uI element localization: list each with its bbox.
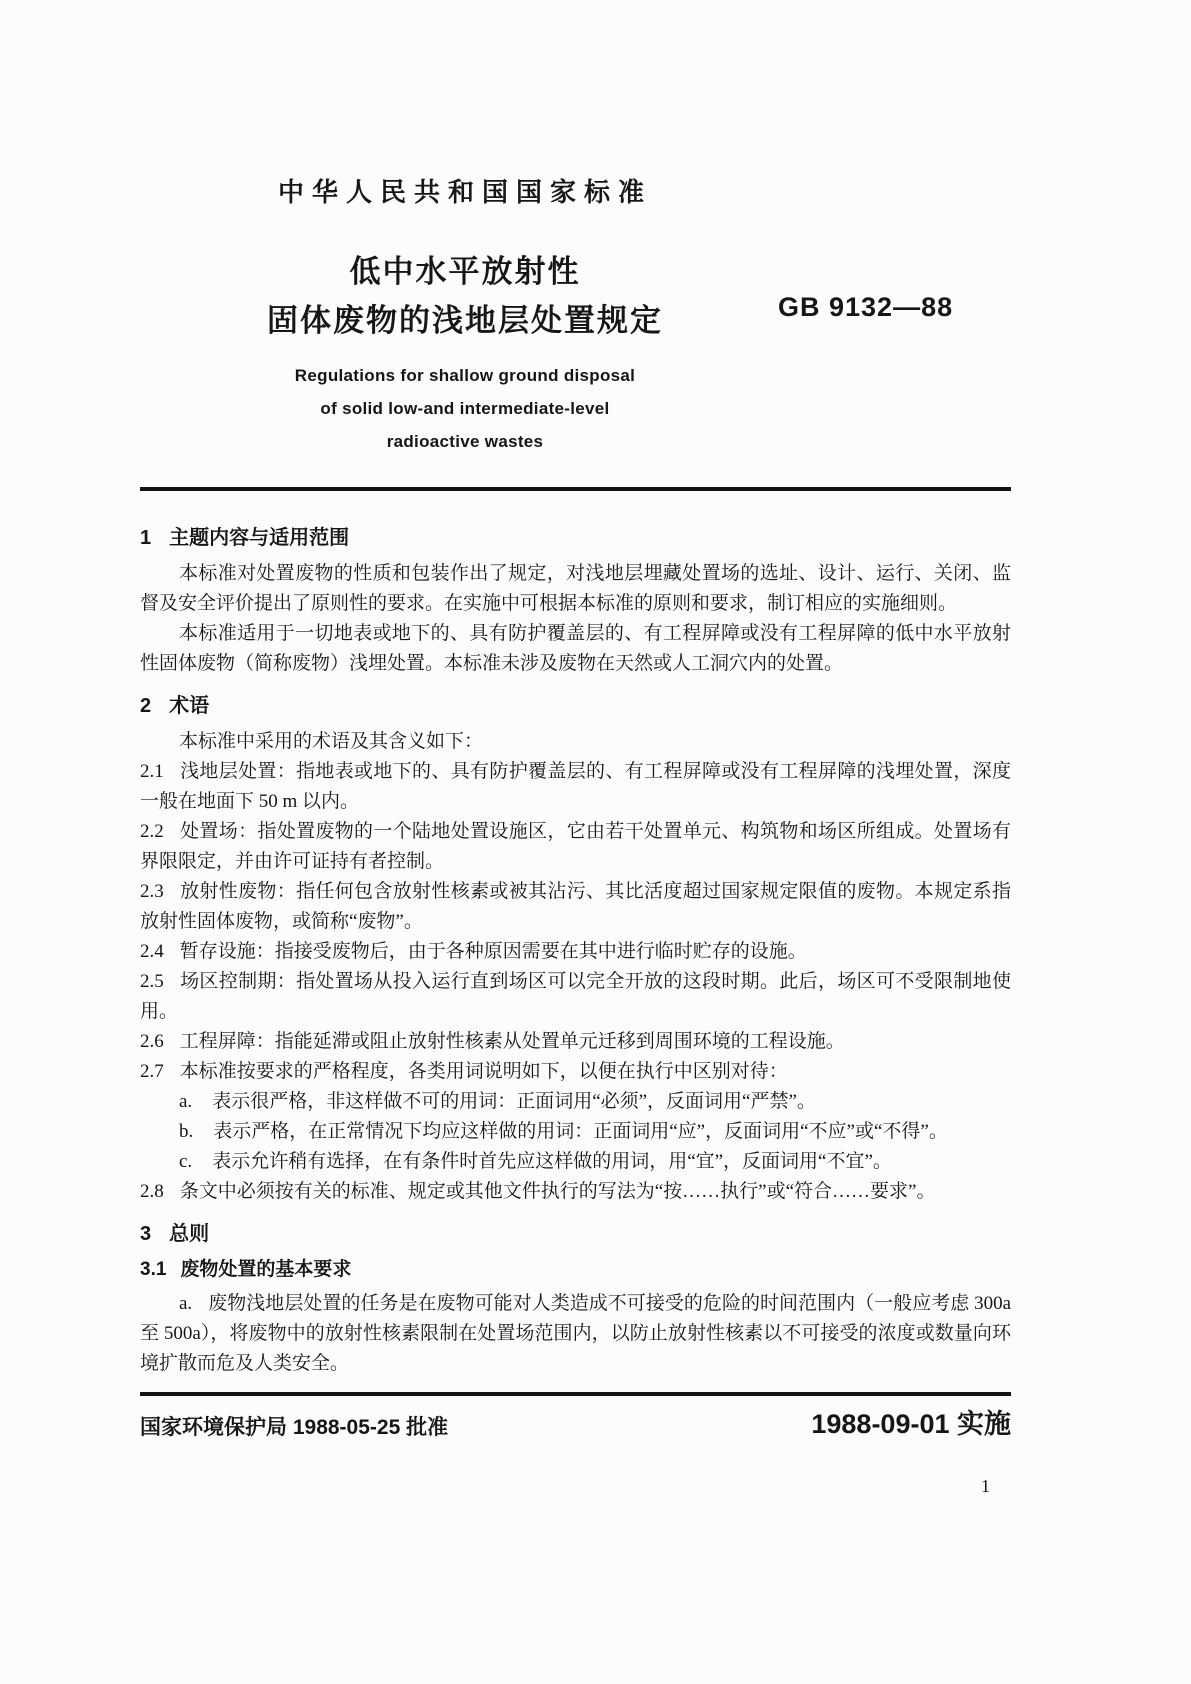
- standard-number: GB 9132—88: [778, 292, 954, 322]
- document-title-line2: 固体废物的浅地层处置规定: [267, 303, 663, 338]
- term-item-2-1: [140, 757, 1011, 817]
- section-3-heading: [140, 1219, 1011, 1249]
- national-standard-header: 中华人民共和国国家标准: [277, 177, 652, 207]
- term-text: 浅地层处置：指地表或地下的、具有防护覆盖层的、有工程屏障或没有工程屏障的浅埋处置，深度一般在地面下 50 m 以内。: [140, 761, 1011, 812]
- section-3-1-heading: [140, 1255, 1011, 1285]
- section-1-title: 主题内容与适用范围: [169, 527, 350, 549]
- term-item-2-5: [140, 967, 1011, 1027]
- footer-rule: [140, 1392, 1011, 1396]
- term-item-2-7: [140, 1057, 1011, 1087]
- section-2-heading: [140, 691, 1011, 721]
- term-text: 场区控制期：指处置场从投入运行直到场区可以完全开放的这段时期。此后，场区可不受限制地使用。: [140, 971, 1011, 1022]
- section-3-title: 总则: [169, 1223, 210, 1245]
- document-footer: [140, 1402, 1011, 1441]
- subitem-letter: a.: [179, 1091, 193, 1112]
- term-subitem-a: [140, 1087, 1011, 1117]
- term-text: 处置场：指处置废物的一个陆地处置设施区，它由若干处置单元、构筑物和场区所组成。处置场有界限限定，并由许可证持有者控制。: [140, 821, 1011, 872]
- term-item-2-2: [140, 817, 1011, 877]
- term-item-2-4: [140, 937, 1011, 967]
- section-1-heading: [140, 523, 1011, 553]
- term-number: 2.3: [140, 881, 164, 902]
- english-title-line2: of solid low-and intermediate-level: [320, 399, 610, 418]
- english-title-line1: Regulations for shallow ground disposal: [294, 366, 636, 385]
- implementation-note: 1988-09-01 实施: [811, 1409, 1011, 1439]
- document-header: [140, 172, 790, 458]
- term-text: 条文中必须按有关的标准、规定或其他文件执行的写法为“按……执行”或“符合……要求”。: [179, 1181, 936, 1202]
- term-subitem-c: [140, 1147, 1011, 1177]
- term-number: 2.4: [140, 941, 164, 962]
- subitem-letter: b.: [179, 1121, 194, 1142]
- header-rule: [140, 487, 1011, 491]
- section-3-1-title: 废物处置的基本要求: [180, 1259, 352, 1280]
- term-subitem-b: [140, 1117, 1011, 1147]
- term-text: 暂存设施：指接受废物后，由于各种原因需要在其中进行临时贮存的设施。: [179, 941, 807, 962]
- document-body: [140, 521, 1011, 1379]
- english-title: [140, 359, 790, 458]
- section-2-title: 术语: [169, 695, 210, 717]
- clause-3-1-a: [140, 1289, 1011, 1379]
- clause-letter: a.: [179, 1293, 193, 1314]
- term-item-2-3: [140, 877, 1011, 937]
- term-number: 2.7: [140, 1061, 164, 1082]
- terms-intro: 本标准中采用的术语及其含义如下：: [179, 731, 484, 752]
- term-number: 2.2: [140, 821, 164, 842]
- document-title-line1: 低中水平放射性: [349, 254, 581, 289]
- section-1-paragraph-1: 本标准对处置废物的性质和包装作出了规定，对浅地层埋藏处置场的选址、设计、运行、关闭、监督及安全评价提出了原则性的要求。在实施中可根据本标准的原则和要求，制订相应的实施细则。: [140, 563, 1011, 614]
- section-3-1-number: 3.1: [140, 1259, 167, 1280]
- term-number: 2.5: [140, 971, 164, 992]
- subitem-text: 表示严格，在正常情况下均应这样做的用词：正面词用“应”，反面词用“不应”或“不得”。: [213, 1121, 948, 1142]
- approval-note: 国家环境保护局 1988-05-25 批准: [140, 1416, 449, 1439]
- section-1-number: 1: [140, 527, 152, 549]
- section-3-number: 3: [140, 1223, 152, 1245]
- term-number: 2.8: [140, 1181, 164, 1202]
- section-2-number: 2: [140, 695, 152, 717]
- clause-text: 废物浅地层处置的任务是在废物可能对人类造成不可接受的危险的时间范围内（一般应考虑 300a 至 500a），将废物中的放射性核素限制在处置场范围内，以防止放射性核素以不可接受的浓度或数量向环境扩散而危及人类安全。: [140, 1293, 1011, 1374]
- term-text: 放射性废物：指任何包含放射性核素或被其沾污、其比活度超过国家规定限值的废物。本规定系指放射性固体废物，或简称“废物”。: [140, 881, 1011, 932]
- term-number: 2.6: [140, 1031, 164, 1052]
- term-number: 2.1: [140, 761, 164, 782]
- subitem-letter: c.: [179, 1151, 193, 1172]
- term-item-2-8: [140, 1177, 1011, 1207]
- section-1-paragraph-2: 本标准适用于一切地表或地下的、具有防护覆盖层的、有工程屏障或没有工程屏障的低中水平放射性固体废物（简称废物）浅埋处置。本标准未涉及废物在天然或人工洞穴内的处置。: [140, 623, 1011, 674]
- subitem-text: 表示允许稍有选择，在有条件时首先应这样做的用词，用“宜”，反面词用“不宜”。: [212, 1151, 892, 1172]
- term-text: 工程屏障：指能延滞或阻止放射性核素从处置单元迁移到周围环境的工程设施。: [179, 1031, 845, 1052]
- term-text: 本标准按要求的严格程度，各类用词说明如下，以便在执行中区别对待：: [179, 1061, 788, 1082]
- subitem-text: 表示很严格，非这样做不可的用词：正面词用“必须”，反面词用“严禁”。: [212, 1091, 816, 1112]
- term-item-2-6: [140, 1027, 1011, 1057]
- english-title-line3: radioactive wastes: [386, 432, 544, 451]
- page-number: 1: [981, 1476, 990, 1496]
